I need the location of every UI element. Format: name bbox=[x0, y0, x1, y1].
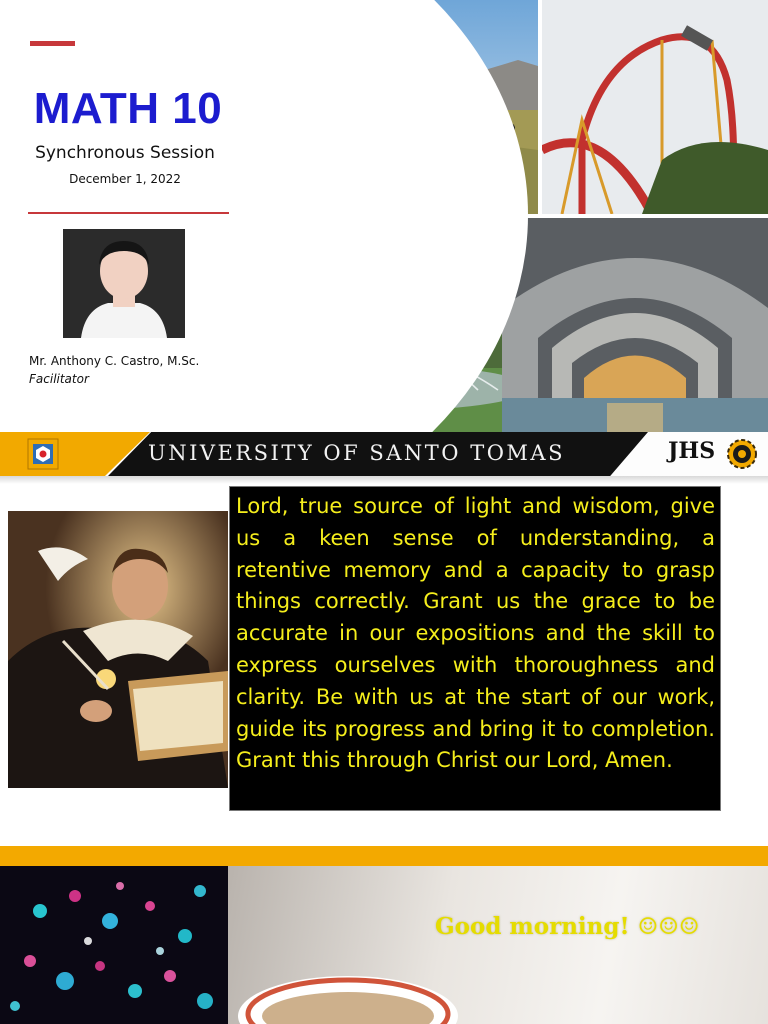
university-name: UNIVERSITY OF SANTO TOMAS bbox=[148, 441, 565, 465]
cover-slide bbox=[0, 0, 768, 432]
university-banner bbox=[0, 432, 768, 476]
course-title: MATH 10 bbox=[33, 84, 223, 133]
facilitator-name: Mr. Anthony C. Castro, M.Sc. bbox=[29, 354, 200, 368]
bokeh-lights-image bbox=[0, 866, 228, 1024]
greeting-slide bbox=[0, 846, 768, 1024]
arches-bridge-photo bbox=[502, 218, 768, 432]
gold-strip bbox=[0, 846, 768, 866]
university-seal-icon bbox=[27, 438, 59, 470]
coffee-cup-image bbox=[228, 866, 768, 1024]
prayer-text: Lord, true source of light and wisdom, give us a keen sense of understanding, a retentive memory and a capacity to grasp things correctly. Grant us the grace to be accurate in our expositions and the skill to express ourselves with thoroughness and clarity. Be with us at the start of our work, guide its progress and bring it to completion. Grant this through Christ our Lord, Amen. bbox=[236, 494, 715, 773]
banner-shadow bbox=[0, 476, 768, 484]
accent-bar bbox=[30, 41, 75, 46]
title-divider bbox=[28, 212, 229, 214]
session-date: December 1, 2022 bbox=[69, 172, 181, 186]
prayer-box bbox=[229, 486, 721, 811]
photo-collage bbox=[228, 0, 768, 432]
cover-arc-overlay bbox=[228, 0, 528, 432]
roller-coaster-photo bbox=[542, 0, 768, 214]
jhs-gear-icon bbox=[724, 436, 760, 472]
greeting-text: Good morning! ☺☺☺ bbox=[435, 913, 700, 940]
prayer-slide bbox=[0, 432, 768, 846]
facilitator-role: Facilitator bbox=[29, 372, 89, 386]
session-subtitle: Synchronous Session bbox=[35, 143, 215, 163]
jhs-label: JHS bbox=[668, 438, 716, 464]
saint-thomas-painting bbox=[8, 511, 228, 788]
facilitator-avatar bbox=[63, 229, 185, 338]
